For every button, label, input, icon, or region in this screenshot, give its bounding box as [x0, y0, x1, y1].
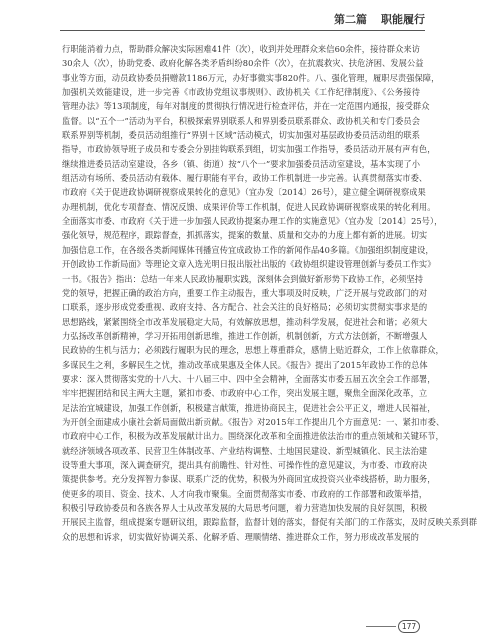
- text-line: 使更多的项目、资金、技术、人才向我市聚集。全面贯彻落实市委、市政府的工作部署和政策举措，: [62, 488, 428, 499]
- running-head-section: 职能履行: [381, 13, 425, 26]
- body-text: [62, 42, 477, 544]
- text-line: 市政府《关于促进政协调研视察成果转化的意见》（宜办发〔2014〕26号），建立健全调研视察成果: [62, 187, 426, 198]
- text-line: 联系界别等机制，委员活动组推行“界别＋区域”活动模式，切实加强对基层政协委员活动组的联系: [62, 130, 420, 141]
- text-line: 管理办法》等13项制度，每年对制度的贯彻执行情况进行检查评估，并在一定范围内通报，接受群众: [62, 101, 430, 112]
- page-number: 177: [398, 620, 420, 633]
- page-number-rule: [366, 626, 396, 627]
- text-line: 加强机关效能建设，进一步完善《市政协党组议事规则》、政协机关《工作纪律制度》、《公务接待: [62, 87, 420, 98]
- text-line: 设等重大事项，深入调查研究，提出具有前瞻性、针对性、可操作性的意见建议，为市委、市政府决: [62, 459, 428, 470]
- running-head: [334, 11, 425, 30]
- text-line: 思想路线，紧紧围绕全市改革发展稳定大局，有效解放思想，推动科学发展，促进社会和谐；必须大: [62, 316, 428, 327]
- text-line: 就经济领域各项改革、民营卫生体制改革、产业结构调整、土地国民建设、新型城镇化、民主法治建: [62, 445, 428, 456]
- text-line: 指导，市政协领导班子成员和专委会分别挂钩联系到组，切实加强工作指导，委员活动开展有声有色，: [62, 144, 436, 155]
- page-header: [60, 8, 425, 31]
- text-line: 强化领导，规范程序，跟踪督查，抓抓落实，提案的数量、质量和交办的力度上都有新的进展。切实: [62, 230, 428, 241]
- text-line: 力弘扬改革创新精神，学习开拓用创新思维，推进工作创新，机制创新，方式方法创新，不断增强人: [62, 330, 428, 341]
- text-line: 众的思想和诉求，切实做好协调关系、化解矛盾、理顺情绪、推进群众工作，努力形成改革发展的: [62, 531, 419, 542]
- text-line: 加强信息工作，在各级各类新闻媒体刊播宣传宜成政协工作的新闻作品40多篇。《加强组织制度建设，: [62, 244, 434, 255]
- text-line: 一书。《报告》指出：总结一年来人民政协履职实践，深刻体会到做好新形势下政协工作，必须坚持: [62, 273, 424, 284]
- text-line: 继续推进委员活动室建设，各乡（镇、街道）按“八个一”要求加强委员活动室建设，基本实现了小: [62, 158, 420, 169]
- text-line: 组活动有场所、委员活动有载体、履行职能有平台，政协工作机制进一步完善。认真贯彻落实市委、: [62, 173, 428, 184]
- text-line: 策提供参考。充分发挥智力参谋、联系广泛的优势，积极为外商回宜成投资兴业牵线搭桥，助力服务，: [62, 474, 436, 485]
- text-line: 办理机制，优化专项督查、情况反馈、成果评价等工作机制，促进人民政协调研视察成果的转化利用。: [62, 201, 436, 212]
- text-line: 多谋民生之利，多解民生之忧，推动改革成果惠及全体人民。《报告》提出了2015年政协工作的总体: [62, 359, 428, 370]
- text-line: 足法治宜城建设，加强工作创新，积极建言献策，推进协商民主，促进社会公平正义，增进人民福祉，: [62, 402, 436, 413]
- text-line: 牢牢把握团结和民主两大主题，紧扣市委、市政府中心工作，突出发展主题，聚焦全面深化改革，立: [62, 388, 428, 399]
- text-line: 市政府中心工作，积极为改革发展献计出力。围绕深化改革和全面推进依法治市的重点领域和关键环节，: [62, 431, 444, 442]
- text-line: 积极引导政协委员和各族各界人士从改革发展的大局思考问题，着力营造加快发展的良好氛围，积极: [62, 503, 428, 513]
- running-head-part: 第二篇: [334, 13, 367, 26]
- text-line: 开展民主监督，组成提案专题研议组，跟踪监督，监督计划的落实，督促有关部门的工作落实，及时反映关系到群: [62, 517, 477, 528]
- text-line: 全面落实市委、市政府《关于进一步加强人民政协提案办理工作的实施意见》（宜办发〔2014〕25号），: [62, 216, 443, 227]
- text-line: 30余人（次），协助党委、政府化解各类矛盾纠纷80余件（次），在抗震救灾、扶危济困、发展公益: [62, 58, 424, 69]
- text-line: 开创政协工作新局面》等理论文章入选光明日报出版社出版的《政协组织建设管理创新与委员工作实》: [62, 259, 436, 270]
- text-line: 口联系，逐步形成党委重视、政府支持、各方配合、社会关注的良好格局；必须切实贯彻实事求是的: [62, 302, 428, 313]
- text-line: 要求：深入贯彻落实党的十八大、十八届三中、四中全会精神，全面落实市委五届五次全会工作部署，: [62, 373, 436, 384]
- text-line: 监督。以“五个一”活动为平台，积极探索界别联系人和界别委员联系群众、政协机关和专门委员会: [62, 115, 420, 126]
- text-line: 党的领导，把握正确的政治方向，重要工作主动报告，重大事项及时反映，广泛开展与党政部门的对: [62, 287, 428, 298]
- text-line: 行职能消着力点，帮助群众解决实际困难41件（次），收到并处理群众来信60余件，接待群众来访: [62, 44, 420, 54]
- text-line: 民政协的生机与活力；必须践行履职为民的理念，思想上尊重群众，感情上贴近群众，工作上依靠群众，: [62, 345, 444, 356]
- text-line: 为开创全面建成小康社会新局面做出新贡献。《报告》对2015年工作提出几个方面意见：一、紧扣市委、: [62, 416, 445, 427]
- text-line: 事业等方面，动员政协委员捐赠款1186万元，办好事微实事820件。八、强化管理，履职尽责强保障，: [62, 72, 440, 83]
